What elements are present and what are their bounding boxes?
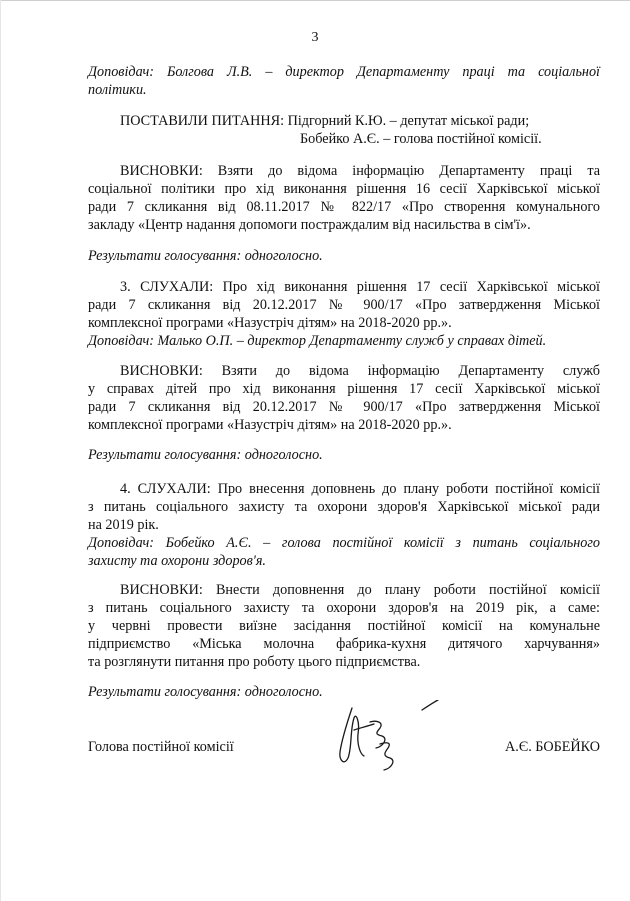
signature-name: А.Є. БОБЕЙКО <box>505 739 600 755</box>
conclusion-1-line-1: ВИСНОВКИ: Взяти до відома інформацію Департаменту праці та <box>120 163 600 179</box>
questions-line-1: Підгорний К.Ю. – депутат міської ради; <box>287 113 530 129</box>
speaker-block-1 <box>88 63 600 99</box>
conclusion-block-2 <box>88 362 600 434</box>
conclusion-3-line-2: з питань соціального захисту та охорони здоров'я на 2019 рік, а саме: <box>88 600 600 616</box>
conclusion-2-line-1: ВИСНОВКИ: Взяти до відома інформацію Департаменту служб <box>120 363 600 379</box>
questions-line-2: Бобейко А.Є. – голова постійної комісії. <box>300 131 542 147</box>
agenda-item-4 <box>88 480 600 570</box>
speaker-line-1: Доповідач: Болгова Л.В. – директор Департаменту праці та соціальної <box>88 64 600 80</box>
conclusion-3-line-4: підприємство «Міська молочна фабрика-кухня дитячого харчування» <box>88 636 600 652</box>
conclusion-1-line-2: соціальної політики про хід виконання рішення 16 сесії Харківської міської <box>88 181 600 197</box>
signature-position: Голова постійної комісії <box>88 739 234 755</box>
conclusion-3-line-1: ВИСНОВКИ: Внести доповнення до плану роботи постійної комісії <box>120 582 600 598</box>
conclusion-2-line-3: ради 7 скликання від 20.12.2017 № 900/17 «Про затвердження Міської <box>88 399 600 415</box>
conclusion-3-line-5: та розглянути питання про роботу цього підприємства. <box>88 654 421 670</box>
questions-label: ПОСТАВИЛИ ПИТАННЯ: <box>120 113 285 129</box>
item-3-line-3: комплексної програми «Назустріч дітям» на 2018-2020 рр.». <box>88 315 452 331</box>
page-number: 3 <box>311 30 319 45</box>
handwritten-signature <box>330 700 450 775</box>
item-3-line-2: ради 7 скликання від 20.12.2017 № 900/17 «Про затвердження Міської <box>88 297 600 313</box>
item-4-line-3: на 2019 рік. <box>88 517 159 533</box>
conclusion-3-line-3: у червні провести виїзне засідання постійної комісії на комунальне <box>88 618 600 634</box>
item-3-line-1: 3. СЛУХАЛИ: Про хід виконання рішення 17 сесії Харківської міської <box>120 279 600 295</box>
questions-block <box>120 112 600 148</box>
agenda-item-3 <box>88 278 600 350</box>
vote-result-1: Результати голосування: одноголосно. <box>88 248 323 264</box>
conclusion-1-line-3: ради 7 скликання від 08.11.2017 № 822/17 «Про створення комунального <box>88 199 600 215</box>
conclusion-2-line-4: комплексної програми «Назустріч дітям» на 2018-2020 рр.». <box>88 417 452 433</box>
vote-result-2: Результати голосування: одноголосно. <box>88 447 323 463</box>
item-3-speaker: Доповідач: Малько О.П. – директор Департаменту служб у справах дітей. <box>88 333 547 349</box>
scan-edge-left <box>0 0 1 901</box>
conclusion-2-line-2: у справах дітей про хід виконання рішення 17 сесії Харківської міської <box>88 381 600 397</box>
item-4-speaker-line-1: Доповідач: Бобейко А.Є. – голова постійної комісії з питань соціального <box>88 535 600 551</box>
scan-edge-top <box>0 0 630 1</box>
vote-result-3: Результати голосування: одноголосно. <box>88 684 323 700</box>
item-4-speaker-line-2: захисту та охорони здоров'я. <box>88 553 266 569</box>
conclusion-1-line-4: закладу «Центр надання допомоги постраждалим від насильства в сім'ї». <box>88 217 531 233</box>
conclusion-block-1 <box>88 162 600 234</box>
speaker-line-2: політики. <box>88 82 147 98</box>
item-4-line-1: 4. СЛУХАЛИ: Про внесення доповнень до плану роботи постійної комісії <box>120 481 600 497</box>
conclusion-block-3 <box>88 581 600 671</box>
item-4-line-2: з питань соціального захисту та охорони здоров'я Харківської міської ради <box>88 499 600 515</box>
